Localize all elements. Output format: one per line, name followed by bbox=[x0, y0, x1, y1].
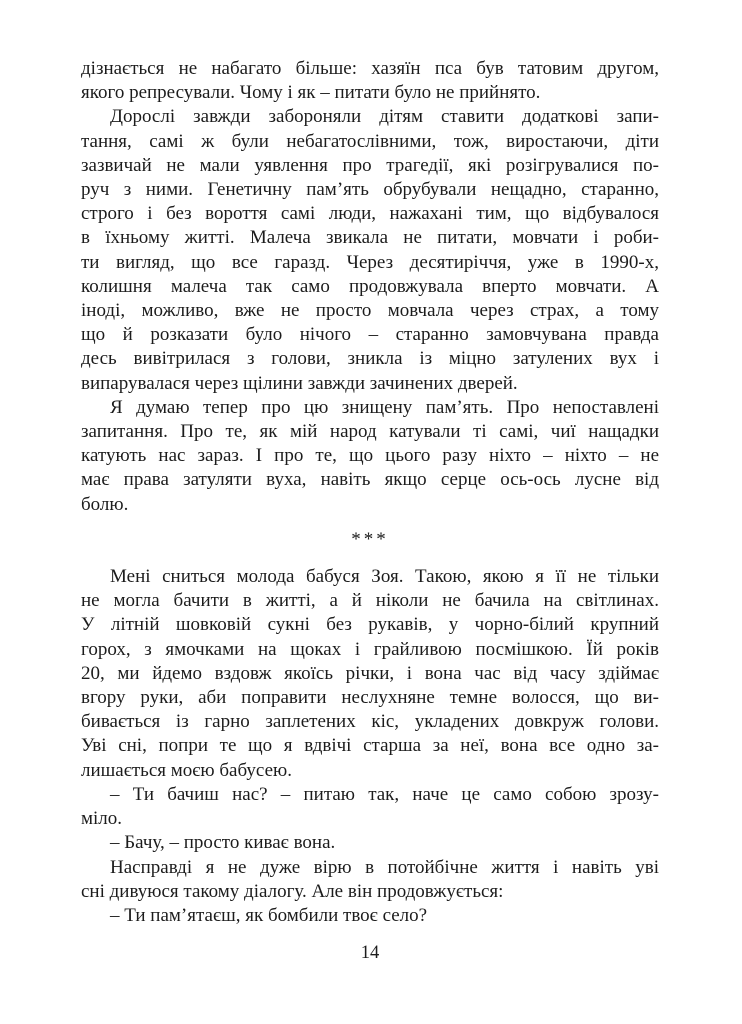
text-line: горох, з ямочками на щоках і грайливою посмішкою. Їй років bbox=[81, 638, 659, 660]
text-line: іноді, можливо, вже не просто мовчала через страх, а тому bbox=[81, 300, 659, 322]
text-line: строго і без вороття самі люди, нажахані тим, що відбувалося bbox=[81, 203, 659, 225]
text-line: Я думаю тепер про цю знищену пам’ять. Про непоставлені bbox=[110, 396, 659, 418]
section-separator: *** bbox=[351, 528, 389, 550]
text-line: болю. bbox=[81, 493, 129, 515]
text-line: міло. bbox=[81, 808, 123, 830]
text-line: запитання. Про те, як мій народ катували ті самі, чиї нащадки bbox=[81, 421, 659, 443]
page-number: 14 bbox=[360, 943, 380, 963]
paragraph bbox=[81, 856, 659, 904]
page-text bbox=[81, 57, 659, 928]
paragraph bbox=[81, 565, 659, 783]
paragraph bbox=[81, 831, 659, 855]
text-line: руч з ними. Генетичну пам’ять обрубували нещадно, старанно, bbox=[81, 179, 659, 201]
text-line: 20, ми йдемо вздовж якоїсь річки, і вона час від часу здіймає bbox=[81, 662, 659, 684]
text-line: колишня малеча так само продовжувала вперто мовчати. А bbox=[81, 275, 659, 297]
text-line: – Ти бачиш нас? – питаю так, наче це само собою зрозу- bbox=[110, 783, 659, 805]
paragraph bbox=[81, 904, 659, 928]
text-line: Насправді я не дуже вірю в потойбічне життя і навіть уві bbox=[110, 856, 659, 878]
paragraph bbox=[81, 396, 659, 517]
paragraph bbox=[81, 105, 659, 395]
text-line: сні дивуюся такому діалогу. Але він продовжується: bbox=[81, 880, 504, 902]
text-line: бивається із гарно заплетених кіс, укладених довкруж голови. bbox=[81, 711, 659, 733]
text-line: вгору руки, аби поправити неслухняне темне волосся, що ви- bbox=[81, 687, 659, 709]
text-line: що й розказати було нічого – старанно замовчувана правда bbox=[81, 324, 659, 346]
text-line: дізнається не набагато більше: хазяїн пса був татовим другом, bbox=[81, 58, 659, 79]
text-line: зазвичай не мали уявлення про трагедії, які розігрувалися по- bbox=[81, 154, 659, 176]
paragraph bbox=[81, 57, 659, 105]
text-line: лишається моєю бабусею. bbox=[81, 759, 292, 781]
text-line: У літній шовковій сукні без рукавів, у чорно-білий крупний bbox=[81, 614, 659, 636]
text-line: Дорослі завжди забороняли дітям ставити додаткові запи- bbox=[110, 106, 659, 128]
text-line: якого репресували. Чому і як – питати було не прийнято. bbox=[81, 82, 541, 104]
text-line: випарувалася через щілини завжди зачинених дверей. bbox=[81, 372, 518, 394]
text-line: тання, самі ж були небагатослівними, тож, виростаючи, діти bbox=[81, 130, 659, 152]
text-line: десь вивітрилася з голови, зникла із міцно затулених вух і bbox=[81, 348, 659, 370]
text-line: Уві сні, попри те що я вдвічі старша за неї, вона все одно за- bbox=[81, 735, 659, 757]
text-line: Мені сниться молода бабуся Зоя. Такою, якою я її не тільки bbox=[110, 566, 659, 588]
text-line: ти вигляд, що все гаразд. Через десятиріччя, уже в 1990-х, bbox=[81, 251, 659, 273]
text-line: в їхньому житті. Малеча звикала не питати, мовчати і роби- bbox=[81, 227, 659, 249]
text-line: має права затуляти вуха, навіть якщо серце ось-ось лусне від bbox=[81, 469, 659, 491]
text-line: катують нас зараз. І про те, що цього разу ніхто – ніхто – не bbox=[81, 445, 659, 467]
paragraph bbox=[81, 783, 659, 831]
text-line: – Бачу, – просто киває вона. bbox=[110, 832, 336, 854]
text-line: не могла бачити в житті, а й ніколи не бачила на світлинах. bbox=[81, 590, 659, 612]
text-line: – Ти пам’ятаєш, як бомбили твоє село? bbox=[110, 904, 428, 926]
